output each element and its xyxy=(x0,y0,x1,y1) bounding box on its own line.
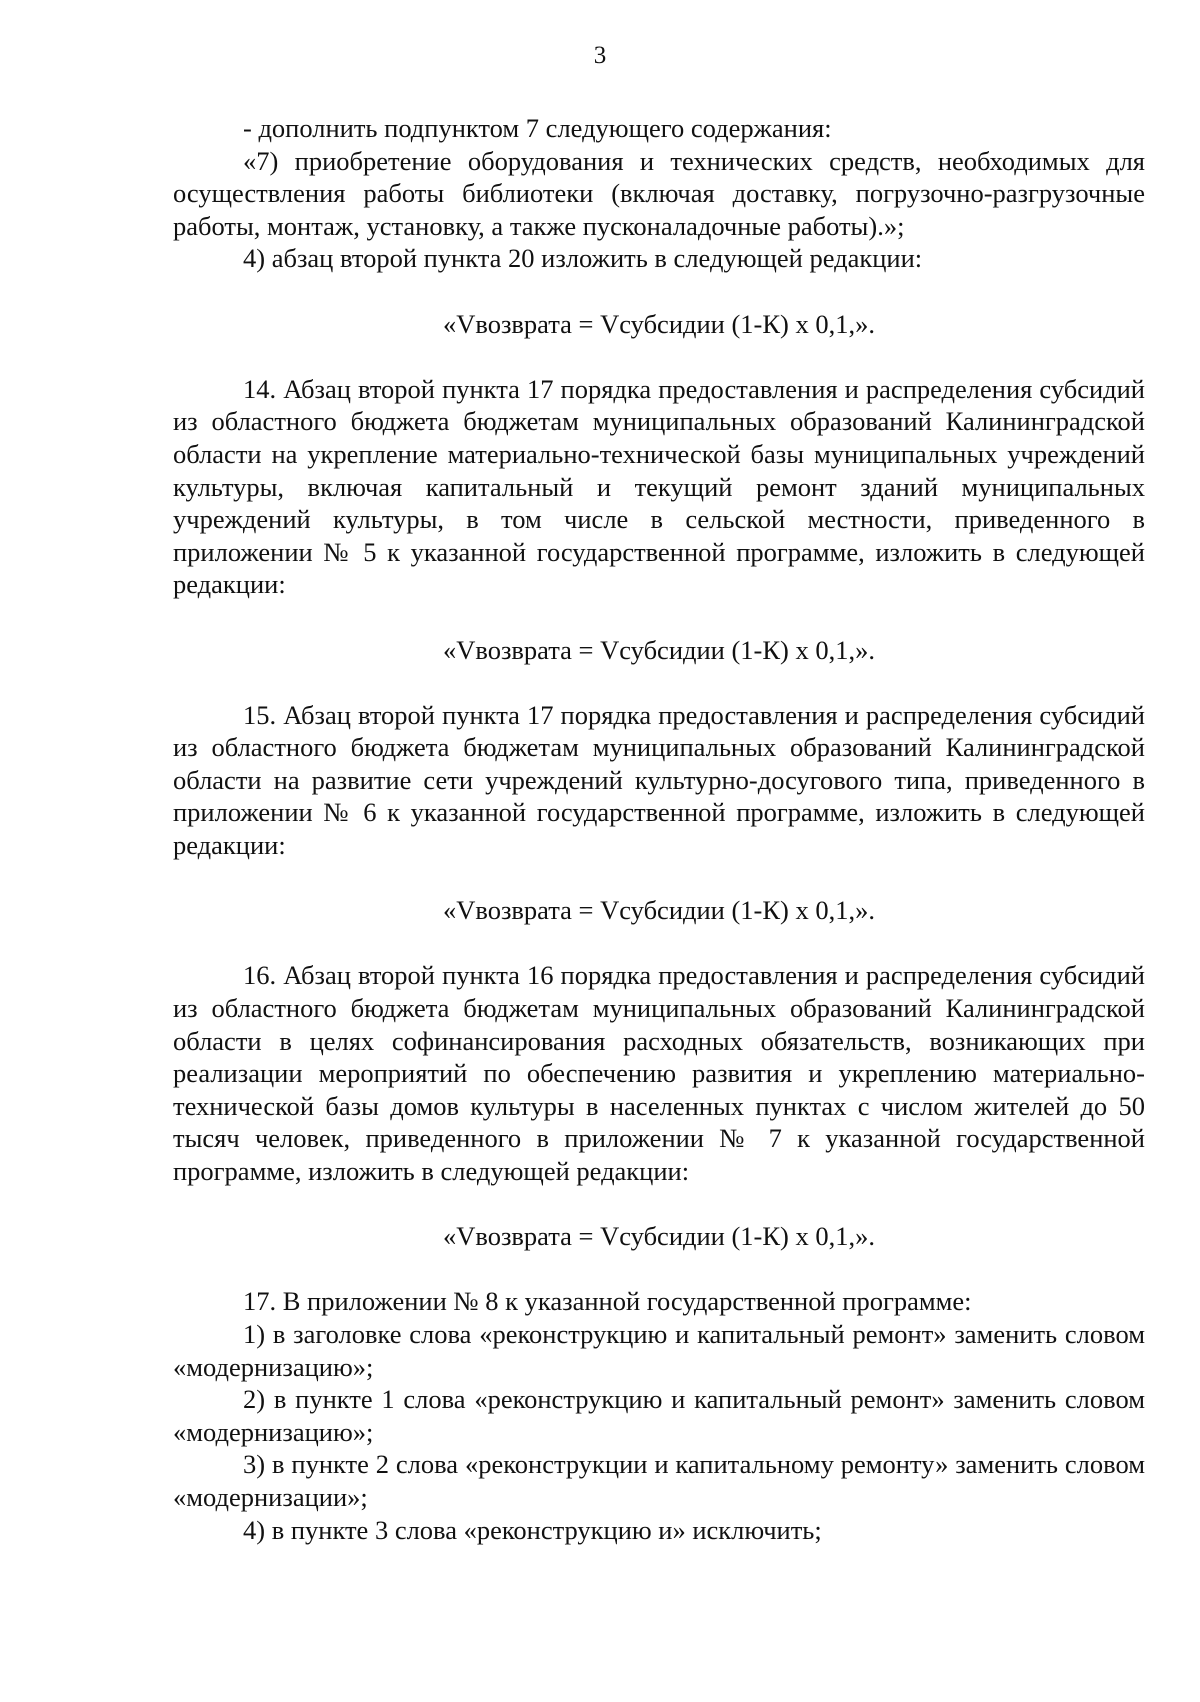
paragraph-add-subpoint-7: - дополнить подпунктом 7 следующего содержания: xyxy=(243,113,832,143)
formula-4: «Vвозврата = Vсубсидии (1-К) x 0,1,». xyxy=(442,1221,875,1252)
paragraph-item-4: 4) абзац второй пункта 20 изложить в следующей редакции: xyxy=(243,243,923,274)
paragraph-17-item-3: 3) в пункте 2 слова «реконструкции и капитальному ремонту» заменить словом «модернизации»; xyxy=(173,1449,1145,1512)
paragraph-14: 14. Абзац второй пункта 17 порядка предоставления и распределения субсидий из областного бюджета бюджетам муниципальных образований Калининградской области на укрепление материально-технической базы муниципальных учреждений культуры, включая капитальный и текущий ремонт зданий муниципальных учреждений культуры, в том числе в сельской местности, приведенного в приложении № 5 к указанной государственной программе, изложить в следующей редакции: xyxy=(173,373,1145,600)
paragraph-16: 16. Абзац второй пункта 16 порядка предоставления и распределения субсидий из областного бюджета бюджетам муниципальных образований Калининградской области в целях софинансирования расходных обязательств, возникающих при реализации мероприятий по обеспечению развития и укреплению материально-технической базы домов культуры в населенных пунктах с числом жителей до 50 тысяч человек, приведенного в приложении № 7 к указанной государственной программе, изложить в следующей редакции: xyxy=(173,960,1145,1186)
document-body xyxy=(173,112,1145,1546)
spacer xyxy=(173,1253,1145,1286)
formula-1: «Vвозврата = Vсубсидии (1-К) x 0,1,». xyxy=(442,308,875,339)
paragraph-subpoint-7-text: «7) приобретение оборудования и технических средств, необходимых для осуществления работы библиотеки (включая доставку, погрузочно-разгрузочные работы, монтаж, установку, а также пусконаладочные работы).»; xyxy=(173,145,1145,241)
paragraph-17-item-1: 1) в заголовке слова «реконструкцию и капитальный ремонт» заменить словом «модернизацию»; xyxy=(173,1318,1145,1382)
formula-2: «Vвозврата = Vсубсидии (1-К) x 0,1,». xyxy=(442,634,875,665)
paragraph-15: 15. Абзац второй пункта 17 порядка предоставления и распределения субсидий из областного бюджета бюджетам муниципальных образований Калининградской области на развитие сети учреждений культурно-досугового типа, приведенного в приложении № 6 к указанной государственной программе, изложить в следующей редакции: xyxy=(173,699,1145,861)
spacer xyxy=(173,340,1145,373)
spacer xyxy=(173,1188,1145,1221)
paragraph-17-item-2: 2) в пункте 1 слова «реконструкцию и капитальный ремонт» заменить словом «модернизацию»; xyxy=(173,1384,1145,1447)
page-number: 3 xyxy=(593,42,607,69)
formula-3: «Vвозврата = Vсубсидии (1-К) x 0,1,». xyxy=(442,895,875,926)
spacer xyxy=(173,275,1145,308)
paragraph-17: 17. В приложении № 8 к указанной государственной программе: xyxy=(243,1286,972,1317)
spacer xyxy=(173,666,1145,699)
spacer xyxy=(173,601,1145,634)
paragraph-17-item-4: 4) в пункте 3 слова «реконструкцию и» исключить; xyxy=(243,1514,822,1545)
spacer xyxy=(173,862,1145,895)
spacer xyxy=(173,927,1145,960)
